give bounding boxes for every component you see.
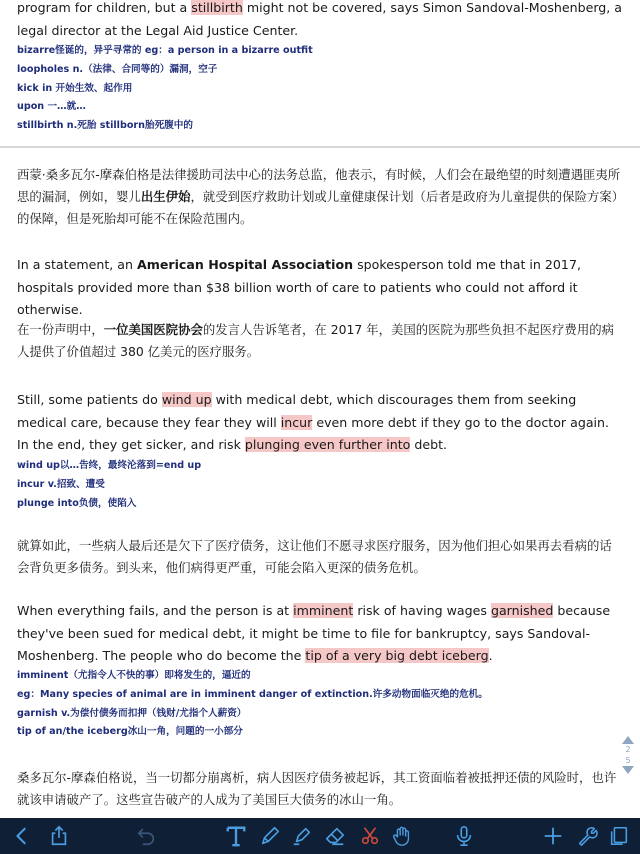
vocab-note: kick in 开始生效、起作用 (17, 82, 133, 94)
bold-span: 出生伊始 (140, 189, 191, 204)
back-button[interactable] (10, 824, 34, 848)
share-button[interactable] (47, 824, 71, 848)
pages-icon (608, 825, 630, 847)
current-page: 2 (625, 745, 631, 754)
vocab-note: wind up以…告终，最终沦落到=end up (17, 460, 202, 471)
undo-icon (135, 825, 157, 847)
bold-span: 一位美国医院协会 (103, 322, 203, 337)
text-span: 的发言人告诉笔者，在 2017 年，美国的医院为那些负担不起医疗费用的病人提供了价值超过 380 亿美元的医疗服务。 (17, 322, 614, 359)
text-span: might not be covered, says Simon Sandoval-Moshenberg, a legal director at the Legal Aid Justice Center. (17, 0, 623, 38)
text-span: because they've been sued for medical debt, it might be time to file for bankruptcy, says Sandoval-Moshenberg. The people who do become the (17, 603, 611, 663)
share-icon (48, 825, 70, 847)
microphone-button[interactable] (452, 824, 476, 848)
vocab-note: stillbirth n.死胎 stillborn胎死腹中的 (17, 120, 193, 132)
undo-button[interactable] (134, 824, 158, 848)
hand-tool-button[interactable] (390, 824, 414, 848)
paragraph-zh-2 (17, 319, 623, 363)
highlight-stillbirth[interactable]: stillbirth (191, 0, 243, 15)
total-pages: 5 (625, 756, 631, 765)
text-span: When everything fails, and the person is at (17, 603, 294, 618)
vocab-note: bizarre怪诞的，异乎寻常的 eg：a person in a bizarre outfit (17, 45, 313, 56)
vocab-note: imminent（尤指令人不快的事）即将发生的，逼近的 (17, 670, 251, 681)
text-span: . (488, 648, 493, 663)
highlight-plunging[interactable]: plunging even further into (244, 437, 411, 452)
eraser-icon (324, 825, 346, 847)
text-span: debt. (410, 437, 448, 452)
text-span: 在一份声明中， (17, 322, 104, 337)
page-divider (0, 146, 640, 148)
paragraph-en-2 (17, 254, 623, 322)
vocab-notes-4 (17, 667, 623, 742)
hand-tool-icon (391, 825, 413, 847)
paragraph-en-1 (17, 0, 623, 42)
settings-icon (576, 825, 598, 847)
text-span: ，就受到医疗救助计划或儿童健康保计划（后者是政府为儿童提供的保险方案）的保障，但是死胎却可能不在保险范围内。 (17, 189, 618, 226)
pages-button[interactable] (607, 824, 631, 848)
highlighter-button[interactable] (290, 824, 314, 848)
page-down-icon[interactable] (622, 766, 634, 774)
highlight-wind-up[interactable]: wind up (161, 392, 212, 407)
vocab-notes-3 (17, 457, 623, 513)
vocab-note: plunge into负债，使陷入 (17, 497, 137, 509)
vocab-notes-1 (17, 42, 623, 136)
highlight-tip-of-iceberg[interactable]: tip of a very big debt iceberg (305, 648, 489, 663)
bold-span: American Hospital Association (136, 257, 354, 272)
pen-icon (259, 825, 281, 847)
text-tool-button[interactable] (224, 824, 248, 848)
highlight-imminent[interactable]: imminent (293, 603, 354, 618)
highlight-garnished[interactable]: garnished (490, 603, 554, 618)
page-up-icon[interactable] (622, 736, 634, 744)
text-span: with medical debt, which discourages them from seeking medical care, because they fear they will (17, 392, 577, 430)
vocab-note: loopholes n.（法律、合同等的）漏洞，空子 (17, 63, 218, 75)
paragraph-en-3 (17, 389, 623, 457)
text-span: even more debt if they go to the doctor again. In the end, they get sicker, and risk (17, 414, 610, 452)
text-span: spokesperson told me that in 2017, hospitals provided more than $38 billion worth of care to patients who could not afford it otherwise. (17, 257, 581, 317)
text-tool-icon (225, 825, 247, 847)
text-span: Still, some patients do (17, 392, 162, 407)
add-icon (542, 825, 564, 847)
microphone-icon (453, 825, 475, 847)
text-span: risk of having wages (353, 603, 491, 618)
vocab-note: upon 一…就… (17, 101, 86, 113)
eraser-button[interactable] (323, 824, 347, 848)
highlight-incur[interactable]: incur (280, 414, 313, 430)
page-indicator (620, 736, 636, 794)
pen-button[interactable] (258, 824, 282, 848)
vocab-note: incur v.招致、遭受 (17, 478, 105, 490)
paragraph-zh-4: 桑多瓦尔-摩森伯格说，当一切都分崩离析，病人因医疗债务被起诉，其工资面临着被抵押还债的风险时，也许就该申请破产了。这些宣告破产的人成为了美国巨大债务的冰山一角。 (17, 770, 617, 807)
paragraph-zh-3: 就算如此，一些病人最后还是欠下了医疗债务，这让他们不愿寻求医疗服务，因为他们担心如果再去看病的话会背负更多债务。到头来，他们病得更严重，可能会陷入更深的债务危机。 (17, 538, 612, 575)
highlighter-icon (291, 825, 313, 847)
paragraph-zh-1 (17, 164, 623, 230)
text-span: In a statement, an (17, 257, 137, 272)
vocab-note: garnish v.为偿付债务而扣押（钱财/尤指个人薪资） (17, 707, 247, 719)
paragraph-en-4 (17, 600, 623, 668)
back-icon (11, 825, 33, 847)
lasso-button[interactable] (358, 824, 382, 848)
text-span: program for children, but a (17, 0, 192, 15)
text-span: 西蒙·桑多瓦尔-摩森伯格是法律援助司法中心的法务总监，他表示，有时候，人们会在最绝望的时刻遭遇匪夷所思的漏洞，例如，婴儿 (17, 167, 621, 204)
lasso-icon (359, 825, 381, 847)
settings-button[interactable] (575, 824, 599, 848)
vocab-note: tip of an/the iceberg冰山一角，问题的一小部分 (17, 726, 243, 738)
add-button[interactable] (541, 824, 565, 848)
vocab-note: eg：Many species of animal are in imminent danger of extinction.许多动物面临灭绝的危机。 (17, 688, 488, 700)
bottom-toolbar (0, 818, 640, 854)
